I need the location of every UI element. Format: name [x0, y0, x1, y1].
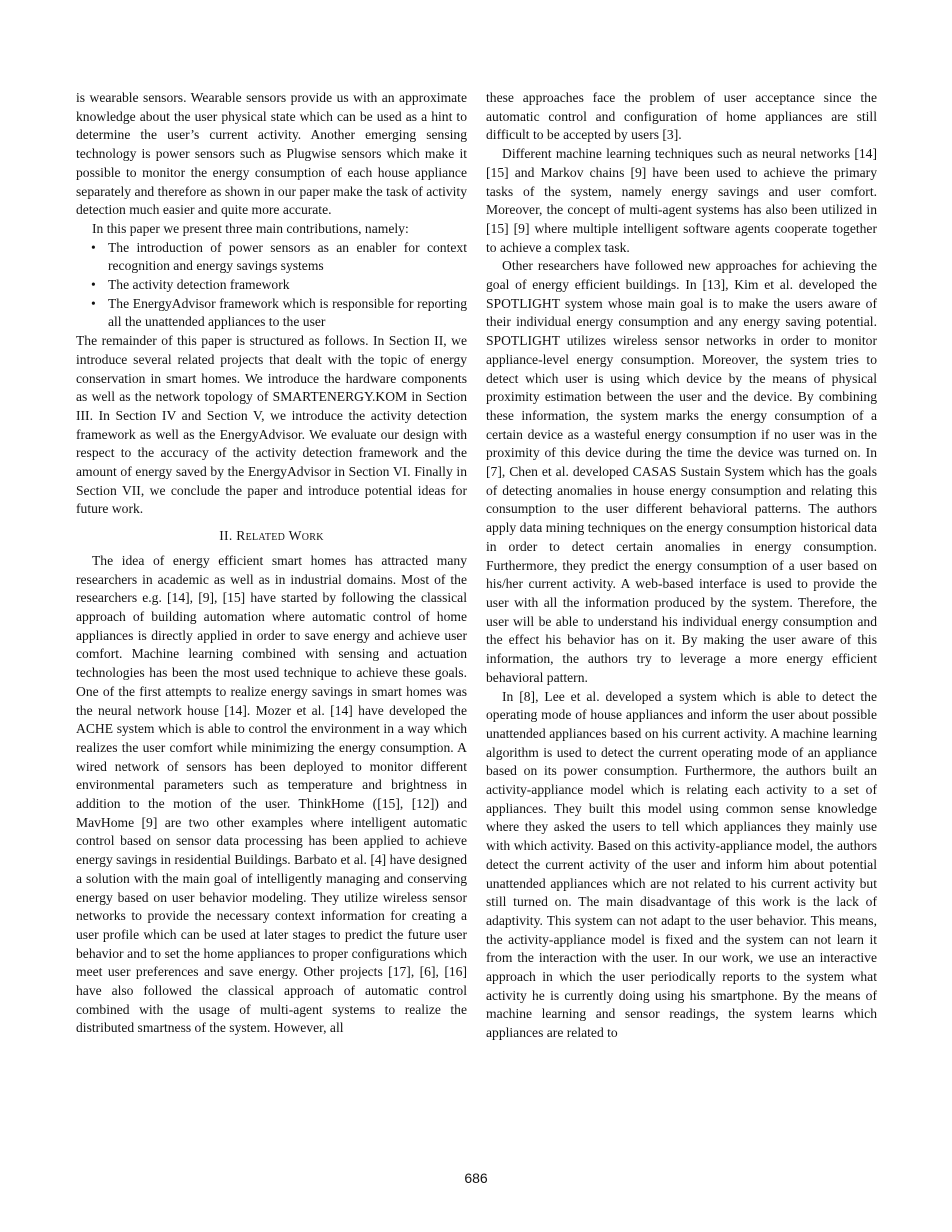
related-work-paragraph: The idea of energy efficient smart homes has attracted many researchers in academic as well as in industrial domains. Most of the researchers e.g. [14], [9], [15] have started by following the classical approach of building automation where automatic control of home appliances is directly applied in order to save energy and achieve user comfort. Machine learning combined with sensing and actuation technologies has been the most used technique to achieve these goals. One of the first attempts to realize energy savings in smart homes was the neural network house [14]. Mozer et al. [14] have developed the ACHE system which is able to control the environment in a way which realizes the user comfort while minimizing the energy consumption. A wired network of sensors has been deployed to monitor different environmental parameters such as temperature and brightness in addition to the motion of the user. ThinkHome ([15], [12]) and MavHome [9] are two other examples where intelligent automatic control based on sensor data processing has been applied to achieve energy savings in residential Buildings. Barbato et al. [4] have designed a solution with the main goal of intelligently managing and conserving energy based on user behavior modeling. They utilize wireless sensor networks to provide the necessary context information for creating a user profile which can be used at later stages to predict the future user behavior and to set the home appliances to proper configurations which meet user preferences and save energy. Other projects [17], [6], [16] have also followed the classical approach of automatic control combined with the usage of multi-agent systems to realize the distributed smartness of the system. However, all: [76, 552, 467, 1036]
list-item: • The EnergyAdvisor framework which is responsible for reporting all the unattended appliances to the user: [91, 295, 467, 330]
right-column: [486, 89, 877, 1043]
contributions-list: [76, 239, 467, 333]
bullet-icon: •: [91, 295, 96, 311]
section-heading: [76, 527, 467, 546]
lee-paragraph: In [8], Lee et al. developed a system which is able to detect the operating mode of house appliances and inform the user about possible unattended appliances based on his current activity. A machine learning algorithm is used to detect the current operating mode of an appliance based on its power consumption. Furthermore, the authors built an activity-appliance model which is relating each activity to a set of appliances. They built this model using common sense knowledge where they asked the users to tell which appliances they mainly use with which activity. Based on this activity-appliance model, the authors detect the current activity of the user and inform him about potential unattended appliances which are not related to his current activity but still turned on. The main disadvantage of this work is the lack of adaptivity. This system can not adapt to the user behavior. This means, the activity-appliance model is fixed and the system can not learn it from the interaction with the user. In our work, we use an interactive approach in which the user periodically reports to the system what activity he is currently doing using his smartphone. By the means of machine learning and sensor readings, the system learns which appliances are related to: [486, 688, 877, 1041]
machine-learning-paragraph: Different machine learning techniques such as neural networks [14] [15] and Markov chains [9] have been used to achieve the primary tasks of the system, namely energy savings and user comfort. Moreover, the concept of multi-agent systems has also been utilized in [15] [9] where multiple intelligent software agents cooperate together to achieve a complex task.: [486, 146, 877, 255]
bullet-icon: •: [91, 277, 96, 293]
section-title: Related Work: [236, 528, 324, 544]
list-item: • The activity detection framework: [76, 276, 467, 295]
list-item: • The introduction of power sensors as an enabler for context recognition and energy savings systems: [91, 239, 467, 274]
intro-paragraph: is wearable sensors. Wearable sensors provide us with an approximate knowledge about the user physical state which can be used as a hint to determine the user’s current activity. Another emerging sensing technology is power sensors such as Plugwise sensors which make it possible to monitor the energy consumption of each house appliance separately and therefore as shown in our paper make the task of activity detection much easier and quite more accurate.: [76, 90, 467, 218]
spotlight-paragraph: Other researchers have followed new approaches for achieving the goal of energy efficient buildings. In [13], Kim et al. developed the SPOTLIGHT system whose main goal is to make the users aware of their individual energy consumption and any energy saving potential. SPOTLIGHT utilizes wireless sensor networks in order to monitor appliance-level energy consumption. Moreover, the system tries to detect which user is using which device by the means of physical proximity estimation between the user and the device. By combining these information, the system marks the energy consumption of a certain device as a wasteful energy consumption if no user was in the proximity of this device during the time the device was turned on. In [7], Chen et al. developed CASAS Sustain System which has the goals of detecting anomalies in house energy consumption and relating this consumption to the user different behavioral patterns. The authors apply data mining techniques on the energy consumption historical data in order to detect certain anomalies in energy consumption. Furthermore, they predict the energy consumption of a user based on his/her current activity. A web-based interface is used to provide the user with all the information produced by the system. Therefore, the user will be able to understand his individual energy consumption and the effect his behavior has on it. By making the user aware of this information, the authors try to leverage a more energy efficient behavioral pattern.: [486, 258, 877, 685]
left-column: [76, 89, 467, 1038]
bullet-icon: •: [91, 239, 96, 255]
page-number: 686: [464, 1170, 488, 1186]
structure-paragraph: The remainder of this paper is structured as follows. In Section II, we introduce several related projects that dealt with the topic of energy conservation in smart homes. We introduce the hardware components as well as the network topology of SMARTENERGY.KOM in Section III. In Section IV and Section V, we introduce the activity detection framework as well as the EnergyAdvisor. We evaluate our design with respect to the accuracy of the activity detection framework and the amount of energy saved by the EnergyAdvisor in Section VI. Finally in Section VII, we conclude the paper and introduce potential ideas for future work.: [76, 333, 467, 517]
contributions-lead: In this paper we present three main contributions, namely:: [92, 220, 409, 236]
continuation-paragraph: these approaches face the problem of user acceptance since the automatic control and configuration of home appliances are still difficult to be accepted by users [3].: [486, 90, 877, 143]
section-number: II.: [219, 528, 233, 544]
